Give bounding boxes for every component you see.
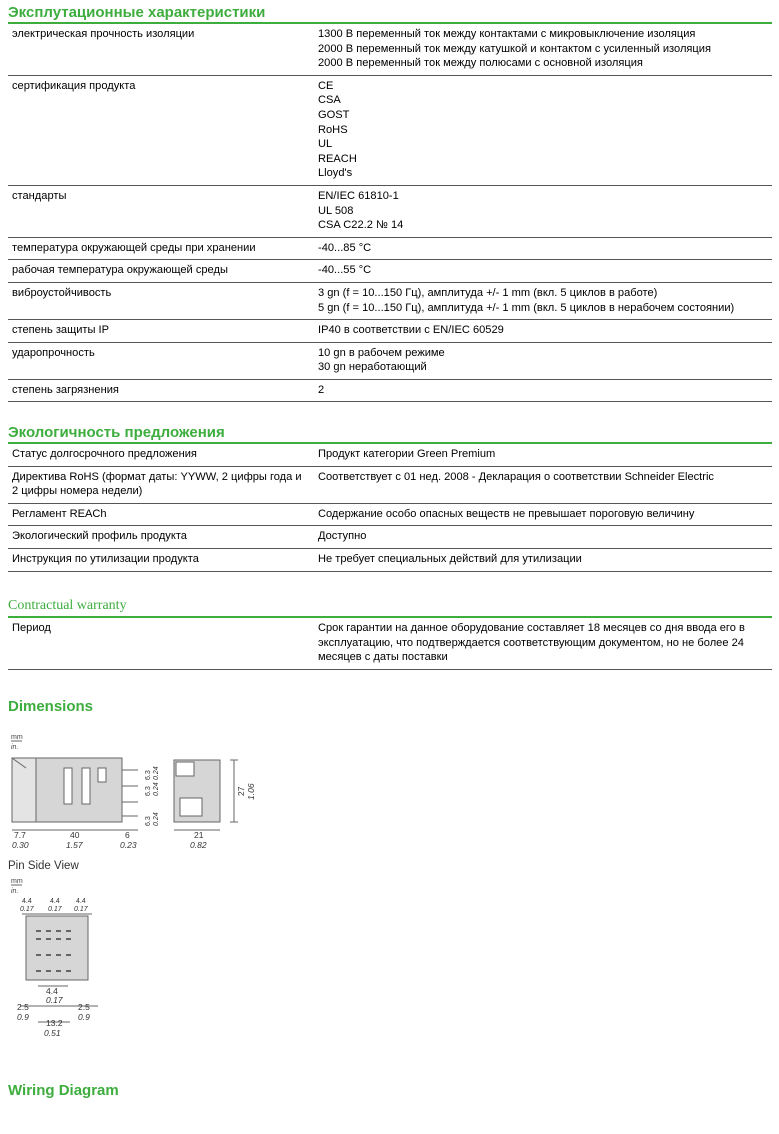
unit-mm: mm — [11, 734, 23, 741]
spec-value-line: UL — [318, 138, 333, 151]
spec-value-line: 2000 В переменный ток между полюсами с основной изоляция — [318, 57, 643, 70]
pin-t3-in: 0.17 — [74, 906, 88, 913]
unit-in: in. — [11, 744, 19, 751]
spec-value-line: CE — [318, 79, 334, 92]
spec-key: степень защиты IP — [8, 320, 314, 343]
dim-p2-mm: 6.3 — [145, 786, 152, 796]
side-view-drawing — [8, 730, 268, 850]
dim-p2-in: 0.24 — [153, 782, 160, 796]
spec-value — [314, 466, 772, 503]
spec-value-line: Lloyd's — [318, 167, 353, 180]
dim-p3-mm: 6.3 — [145, 816, 152, 826]
spec-value — [314, 526, 772, 549]
wiring-title: Wiring Diagram — [8, 1082, 119, 1099]
spec-value — [314, 237, 772, 260]
spec-value — [314, 260, 772, 283]
spec-key: Инструкция по утилизации продукта — [8, 548, 314, 571]
eco-title: Экологичность предложения — [8, 424, 225, 441]
eco-table — [8, 444, 772, 572]
dim-d3-mm: 6 — [125, 830, 130, 840]
spec-value-line: 3 gn (f = 10...150 Гц), амплитуда +/- 1 mm (вкл. 5 циклов в работе) — [318, 286, 658, 299]
spec-value-line: REACH — [318, 152, 357, 165]
pin-w-mm: 13.2 — [46, 1018, 63, 1028]
spec-value-line: 2000 В переменный ток между катушкой и контактом с усиленный изоляция — [318, 42, 711, 55]
spec-key: стандарты — [8, 185, 314, 237]
spec-value-line: -40...55 °C — [318, 264, 372, 277]
pin-r-mm: 2.5 — [78, 1002, 90, 1012]
spec-row — [8, 75, 772, 185]
spec-row — [8, 618, 772, 669]
spec-key: Директива RoHS (формат даты: YYWW, 2 цифры года и 2 цифры номера недели) — [8, 466, 314, 503]
spec-value-line: GOST — [318, 108, 350, 121]
spec-value — [314, 379, 772, 402]
dim-d4-in: 0.82 — [190, 840, 207, 850]
spec-row — [8, 237, 772, 260]
warranty-table — [8, 618, 772, 670]
spec-key: рабочая температура окружающей среды — [8, 260, 314, 283]
spec-value — [314, 320, 772, 343]
spec-value-line: 1300 В переменный ток между контактами с микровыключение изоляция — [318, 28, 696, 40]
spec-row — [8, 24, 772, 75]
spec-value — [314, 282, 772, 319]
spec-value-line: EN/IEC 61810-1 — [318, 189, 399, 202]
spec-row — [8, 320, 772, 343]
warranty-title: Contractual warranty — [8, 598, 127, 613]
dim-p1-in: 0.24 — [153, 766, 160, 780]
dimensions-title: Dimensions — [8, 698, 94, 715]
spec-row — [8, 260, 772, 283]
spec-value-line: Соответствует с 01 нед. 2008 - Декларация о соответствии Schneider Electric — [318, 470, 714, 483]
spec-row — [8, 282, 772, 319]
spec-value-line: -40...85 °C — [318, 241, 372, 254]
spec-value — [314, 342, 772, 379]
spec-value-line: UL 508 — [318, 204, 354, 217]
pin-w-in: 0.51 — [44, 1028, 61, 1038]
spec-key: электрическая прочность изоляции — [8, 24, 314, 75]
pin-t1-in: 0.17 — [20, 906, 34, 913]
spec-value-line: CSA — [318, 94, 341, 107]
pin-m-in: 0.17 — [46, 995, 63, 1005]
spec-value-line: 2 — [318, 383, 325, 396]
dim-d2-mm: 40 — [70, 830, 80, 840]
dim-d1-in: 0.30 — [12, 840, 29, 850]
dim-h-in: 1.06 — [246, 783, 256, 800]
dim-h-mm: 27 — [236, 786, 246, 796]
dim-p1-mm: 6.3 — [145, 770, 152, 780]
spec-value — [314, 444, 772, 466]
spec-value-line: Продукт категории Green Premium — [318, 448, 496, 460]
spec-value — [314, 618, 772, 669]
spec-value-line: 5 gn (f = 10...150 Гц), амплитуда +/- 1 mm (вкл. 5 циклов в нерабочем состоянии) — [318, 301, 735, 314]
spec-row — [8, 185, 772, 237]
spec-value-line: 30 gn неработающий — [318, 361, 427, 374]
spec-key: температура окружающей среды при хранении — [8, 237, 314, 260]
spec-key: сертификация продукта — [8, 75, 314, 185]
pin-t3-mm: 4.4 — [76, 898, 86, 905]
spec-row — [8, 526, 772, 549]
spec-value-line: Срок гарантии на данное оборудование составляет 18 месяцев со дня ввода его в эксплуатацию, что подтверждается соответствующим документом, но не более 24 месяцев с даты поставки — [318, 622, 745, 664]
pin-t2-mm: 4.4 — [50, 898, 60, 905]
operational-title: Эксплутационные характеристики — [8, 4, 266, 21]
operational-table — [8, 24, 772, 402]
spec-key: Статус долгосрочного предложения — [8, 444, 314, 466]
spec-value-line: IP40 в соответствии с EN/IEC 60529 — [318, 324, 504, 337]
spec-row — [8, 503, 772, 526]
spec-value — [314, 75, 772, 185]
spec-value-line: Доступно — [318, 530, 367, 543]
spec-key: Экологический профиль продукта — [8, 526, 314, 549]
spec-row — [8, 466, 772, 503]
spec-row — [8, 379, 772, 402]
spec-key: Регламент REACh — [8, 503, 314, 526]
spec-row — [8, 548, 772, 571]
dim-p3-in: 0.24 — [153, 812, 160, 826]
pin-t1-mm: 4.4 — [22, 898, 32, 905]
spec-key: Период — [8, 618, 314, 669]
dim-d3-in: 0.23 — [120, 840, 137, 850]
spec-row — [8, 342, 772, 379]
pin-r-in: 0.9 — [78, 1012, 90, 1022]
pin-unit-mm: mm — [11, 878, 23, 885]
dim-d2-in: 1.57 — [66, 840, 83, 850]
spec-key: ударопрочность — [8, 342, 314, 379]
spec-value — [314, 24, 772, 75]
pin-view-title: Pin Side View — [8, 860, 79, 872]
spec-key: виброустойчивость — [8, 282, 314, 319]
pin-unit-in: in. — [11, 888, 19, 895]
spec-key: степень загрязнения — [8, 379, 314, 402]
dim-d1-mm: 7.7 — [14, 830, 26, 840]
pin-view-drawing — [8, 874, 118, 1040]
spec-value — [314, 548, 772, 571]
spec-row — [8, 444, 772, 466]
spec-value-line: Не требует специальных действий для утилизации — [318, 552, 582, 565]
spec-value-line: CSA C22.2 № 14 — [318, 219, 404, 232]
spec-value — [314, 503, 772, 526]
spec-value — [314, 185, 772, 237]
spec-value-line: RoHS — [318, 123, 348, 136]
spec-value-line: 10 gn в рабочем режиме — [318, 346, 445, 359]
pin-l-in: 0.9 — [17, 1012, 29, 1022]
spec-value-line: Содержание особо опасных веществ не превышает пороговую величину — [318, 507, 695, 520]
pin-m-mm: 4.4 — [46, 986, 58, 996]
pin-t2-in: 0.17 — [48, 906, 62, 913]
pin-l-mm: 2.5 — [17, 1002, 29, 1012]
dim-d4-mm: 21 — [194, 830, 204, 840]
